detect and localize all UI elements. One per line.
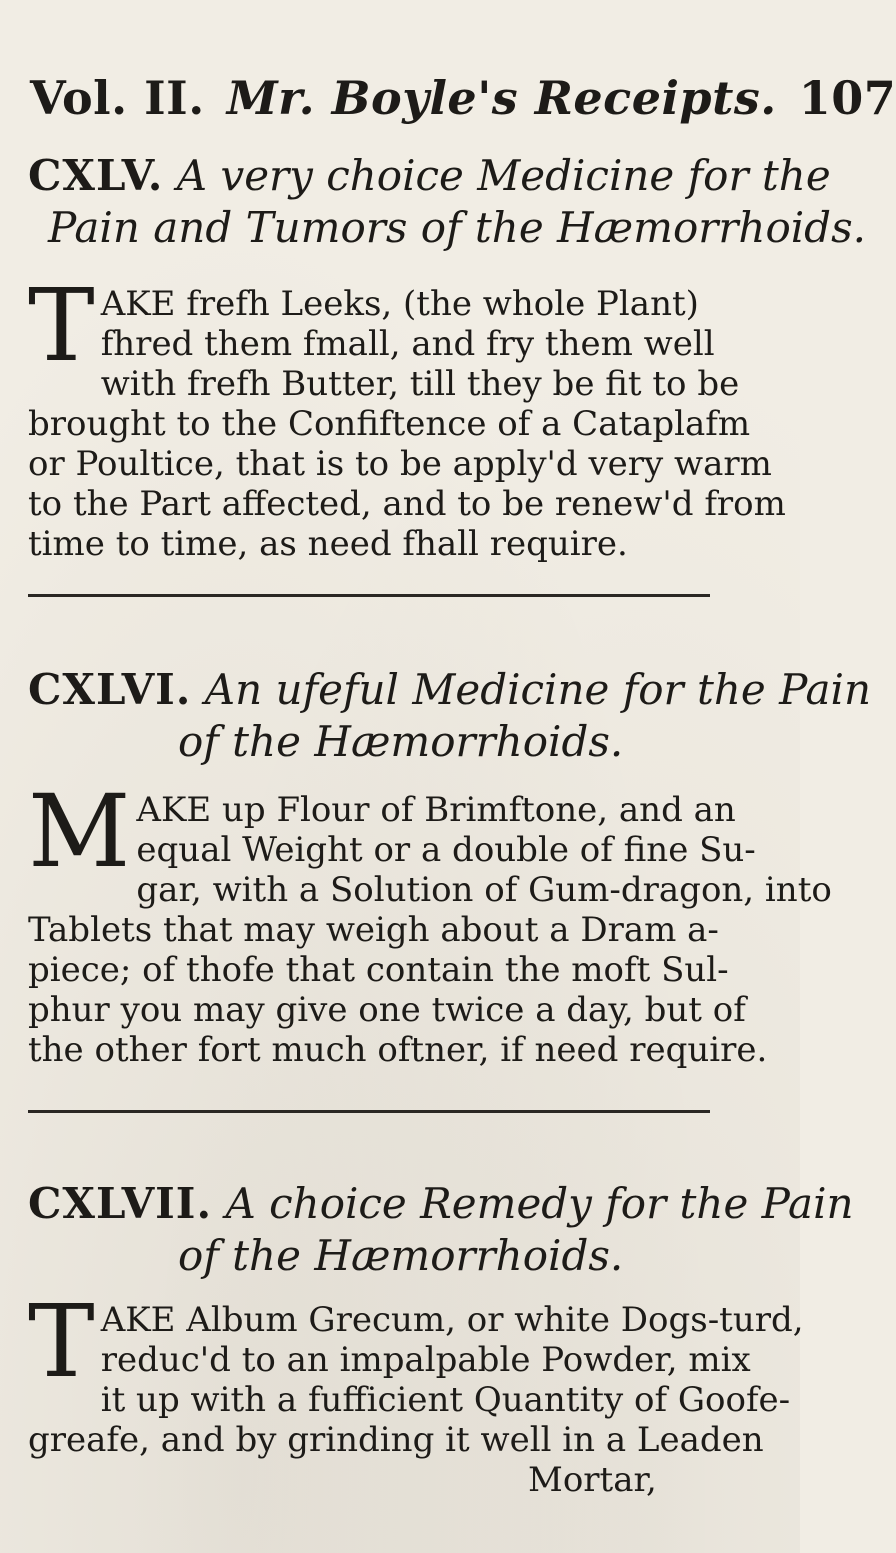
- body-line: with frefh Butter, till they be fit to be: [100, 364, 740, 404]
- receipt-title-line1: An ufeful Medicine for the Pain: [204, 665, 872, 714]
- receipt-title-line2: Pain and Tumors of the Hæmorrhoids.: [48, 203, 866, 252]
- body-line: AKE up Flour of Brimftone, and an: [136, 790, 736, 830]
- drop-cap: M: [28, 773, 131, 890]
- body-line: time to time, as need fhall require.: [28, 524, 628, 564]
- receipt-number: CXLVI.: [28, 665, 192, 714]
- body-line: phur you may give one twice a day, but of: [28, 990, 746, 1030]
- receipt-heading: [28, 1178, 854, 1230]
- receipt-title-line2: of the Hæmorrhoids.: [178, 717, 624, 766]
- body-line: it up with a fufficient Quantity of Goofe-: [100, 1380, 791, 1420]
- body-line: the other fort much oftner, if need require.: [28, 1030, 768, 1070]
- body-line: to the Part affected, and to be renew'd from: [28, 484, 786, 524]
- receipt-number: CXLV.: [28, 151, 164, 200]
- receipt-title-line2: of the Hæmorrhoids.: [178, 1231, 624, 1280]
- section-divider: [28, 594, 710, 597]
- running-head: [30, 70, 896, 126]
- receipt-title-line1: A choice Remedy for the Pain: [225, 1179, 854, 1228]
- body-line: Tablets that may weigh about a Dram a-: [28, 910, 719, 950]
- body-line: gar, with a Solution of Gum-dragon, into: [136, 870, 832, 910]
- body-line: reduc'd to an impalpable Powder, mix: [100, 1340, 751, 1380]
- receipt-heading-line2: [28, 716, 758, 768]
- receipt-body: [28, 1283, 804, 1500]
- receipt-heading: [28, 664, 872, 716]
- receipt-heading: [28, 150, 831, 202]
- drop-cap: T: [28, 1283, 95, 1400]
- receipt-heading-line2: [28, 202, 866, 254]
- receipt-title-line1: A very choice Medicine for the: [176, 151, 831, 200]
- receipt-cxlvi: [28, 664, 872, 1070]
- receipt-cxlvii: [28, 1178, 854, 1500]
- catchword: Mortar,: [528, 1460, 657, 1500]
- body-line: brought to the Confiftence of a Cataplafm: [28, 404, 751, 444]
- body-line: or Poultice, that is to be apply'd very warm: [28, 444, 772, 484]
- body-line: piece; of thofe that contain the moft Sul-: [28, 950, 729, 990]
- book-title: Mr. Boyle's Receipts.: [226, 71, 777, 125]
- body-line: fhred them fmall, and fry them well: [100, 324, 715, 364]
- receipt-cxlv: [28, 150, 866, 564]
- volume-label: Vol. II.: [30, 71, 205, 125]
- body-line: greafe, and by grinding it well in a Leaden: [28, 1420, 764, 1460]
- receipt-body: [28, 773, 832, 1070]
- section-divider: [28, 1110, 710, 1113]
- body-line: AKE Album Grecum, or white Dogs-turd,: [100, 1300, 804, 1340]
- body-line: equal Weight or a double of fine Su-: [136, 830, 756, 870]
- receipt-number: CXLVII.: [28, 1179, 213, 1228]
- receipt-body: [28, 267, 786, 564]
- page-number: 107: [798, 71, 896, 125]
- drop-cap: T: [28, 267, 95, 384]
- body-line: AKE frefh Leeks, (the whole Plant): [100, 284, 699, 324]
- receipt-heading-line2: [28, 1230, 758, 1282]
